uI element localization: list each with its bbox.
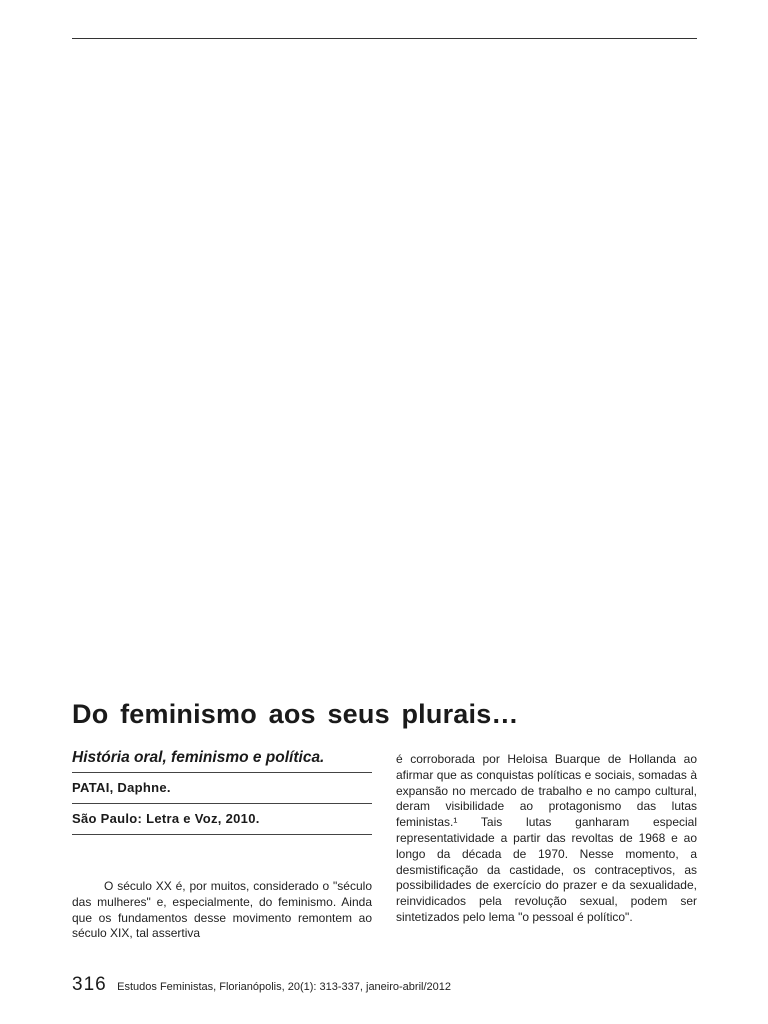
book-author: PATAI, Daphne.: [72, 773, 372, 804]
intro-paragraph: O século XX é, por muitos, considerado o "século das mulheres" e, especialmente, do feminismo. Ainda que os fundamentos desse movimento remontem ao século XIX, tal assertiva: [72, 879, 372, 941]
header-rule: [72, 38, 697, 39]
journal-reference: Estudos Feministas, Florianópolis, 20(1): 313-337, janeiro-abril/2012: [117, 981, 451, 993]
article-title: Do feminismo aos seus plurais…: [72, 699, 519, 729]
page-footer: [72, 974, 697, 996]
right-column-paragraph: é corroborada por Heloisa Buarque de Hollanda ao afirmar que as conquistas políticas e sociais, somadas à expansão no mercado de trabalho e no campo cultural, deram visibilidade ao protagonismo das lutas feministas.¹ Tais lutas ganharam especial representatividade a partir das revoltas de 1968 e ao longo da década de 1970. Nesse momento, a desmistificação da castidade, os contraceptivos, as possibilidades de exercício do prazer e da sexualidade, reinvidicados pela revolução sexual, podem ser sintetizados pelo lema "o pessoal é político".: [396, 752, 697, 924]
left-column: [72, 744, 372, 942]
book-publisher: São Paulo: Letra e Voz, 2010.: [72, 804, 372, 835]
page-number: 316: [72, 974, 107, 995]
book-title: História oral, feminismo e política.: [72, 744, 372, 773]
